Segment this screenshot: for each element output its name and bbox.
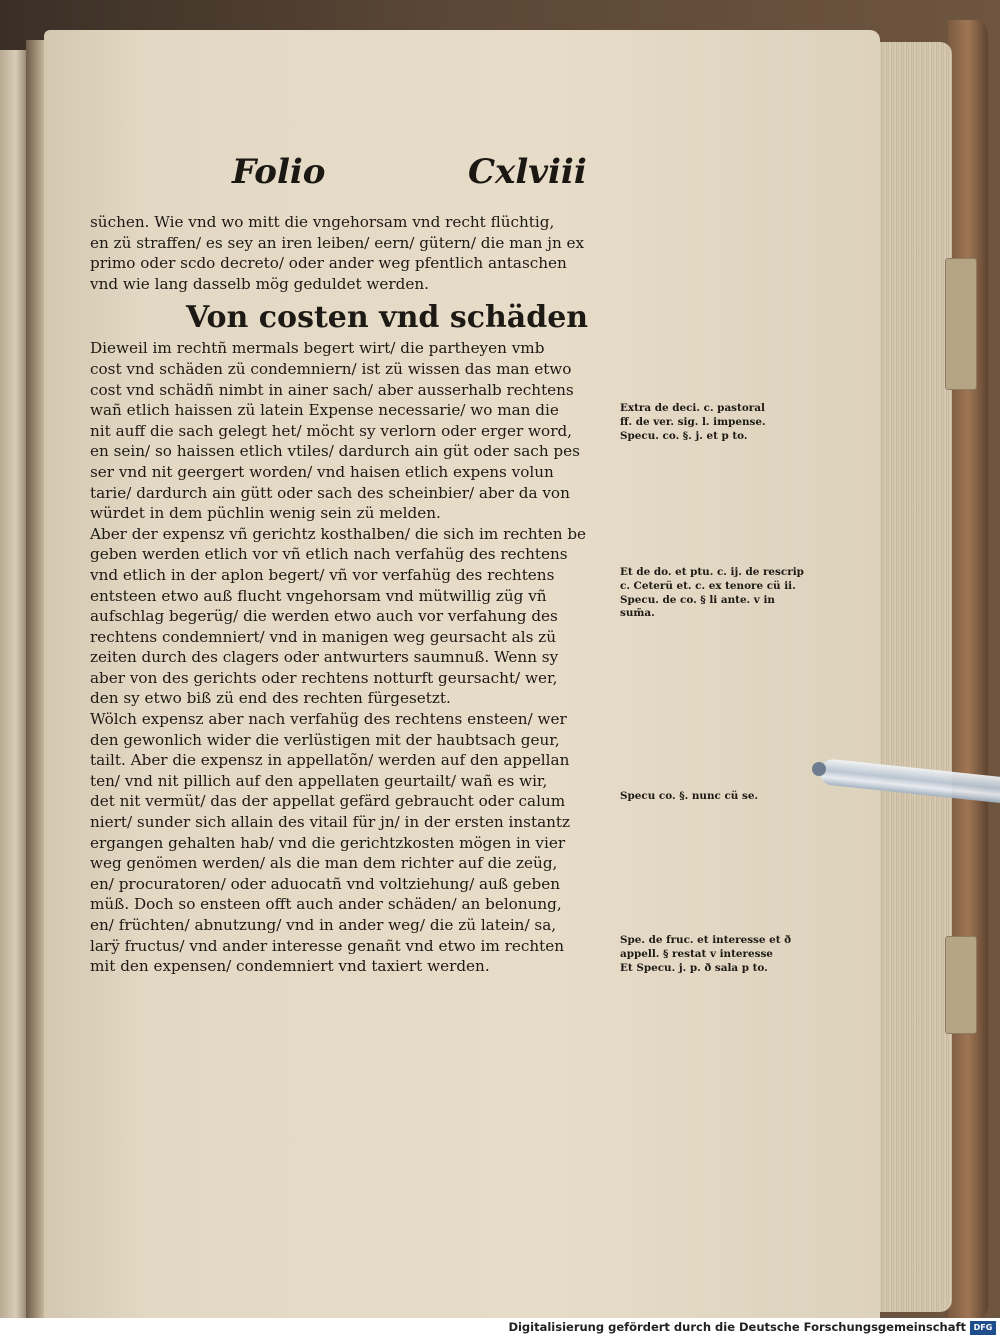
- text-line: geben werden etlich vor vñ etlich nach verfahüg des rechtens: [90, 545, 568, 564]
- page-header: [232, 152, 587, 196]
- margin-note-line: Et Specu. j. p. ð sala p to.: [620, 961, 768, 974]
- text-line: den gewonlich wider die verlüstigen mit der haubtsach geur,: [90, 730, 560, 749]
- margin-note-line: Specu. co. §. j. et p to.: [620, 429, 748, 442]
- text-line: det nit vermüt/ das der appellat gefärd gebraucht oder calum: [90, 792, 566, 811]
- index-tab: [945, 936, 977, 1034]
- margin-note-1: [620, 402, 790, 443]
- text-line: cost vnd schädñ nimbt in ainer sach/ aber ausserhalb rechtens: [90, 380, 574, 399]
- text-line: Wölch expensz aber nach verfahüg des rechtens ensteen/ wer: [90, 710, 567, 729]
- text-line: ser vnd nit geergert worden/ vnd haisen etlich expens volun: [90, 462, 554, 481]
- margin-note-2: [620, 566, 804, 621]
- margin-note-line: Extra de deci. c. pastoral: [620, 402, 765, 414]
- text-line: aber von des gerichts oder rechtens notturft geursacht/ wer,: [90, 668, 558, 687]
- text-line: mit den expensen/ condemniert vnd taxiert werden.: [90, 957, 490, 976]
- margin-note-line: Et de do. et ptu. c. ij. de rescrip: [620, 566, 804, 578]
- section-heading: Von costen vnd schäden: [186, 300, 589, 336]
- text-line: en/ früchten/ abnutzung/ vnd in ander weg/ die zü latein/ sa,: [90, 916, 557, 934]
- text-line: süchen. Wie vnd wo mitt die vngehorsam vnd recht flüchtig,: [90, 213, 555, 231]
- margin-note-line: Specu. de co. § li ante. v in: [620, 593, 775, 606]
- text-line: vnd wie lang dasselb mög geduldet werden.: [90, 274, 429, 293]
- text-line: Dieweil im rechtñ mermals begert wirt/ die partheyen vmb: [90, 339, 545, 358]
- text-line: zeiten durch des clagers oder antwurters saumnuß. Wenn sy: [90, 648, 559, 667]
- text-line: cost vnd schäden zü condemniern/ ist zü wissen das man etwo: [90, 359, 572, 378]
- folio-label: Folio: [232, 152, 326, 192]
- book-cover-edge: [948, 20, 988, 1320]
- funding-credit: Digitalisierung gefördert durch die Deutsche Forschungsgemeinschaft: [508, 1320, 966, 1334]
- text-line: niert/ sunder sich allain des vitail für jn/ in der ersten instantz: [90, 813, 571, 832]
- margin-note-line: sum̃a.: [620, 607, 655, 620]
- digitization-footer: [0, 1318, 1000, 1338]
- index-tab: [945, 258, 977, 390]
- text-line: larÿ fructus/ vnd ander interesse genañt vnd etwo im rechten: [90, 936, 565, 955]
- folio-number: Cxlviii: [468, 152, 587, 192]
- margin-note-line: Spe. de fruc. et interesse et ð: [620, 934, 792, 946]
- text-line: weg genömen werden/ als die man dem richter auf die zeüg,: [90, 854, 558, 873]
- facing-page-edge: [0, 50, 28, 1330]
- text-line: müß. Doch so ensteen offt auch ander schäden/ an belonung,: [90, 895, 562, 914]
- page-edges: [872, 42, 952, 1312]
- text-line: ergangen gehalten hab/ vnd die gerichtzkosten mögen in vier: [90, 833, 566, 852]
- text-line: Aber der expensz vñ gerichtz kosthalben/ die sich im rechten be: [90, 524, 587, 543]
- text-line: ten/ vnd nit pillich auf den appellaten geurtailt/ wañ es wir,: [90, 771, 548, 790]
- margin-note-line: Specu co. §. nunc cü se.: [620, 790, 759, 802]
- pen-tip: [812, 762, 826, 776]
- text-line: en zü straffen/ es sey an iren leiben/ eern/ gütern/ die man jn ex: [90, 233, 585, 252]
- text-line: aufschlag begerüg/ die werden etwo auch vor verfahung des: [90, 607, 558, 626]
- dfg-logo: DFG: [970, 1321, 996, 1335]
- main-text-block: [90, 212, 610, 977]
- margin-note-line: c. Ceterü et. c. ex tenore cü ii.: [620, 579, 796, 592]
- margin-note-4: [620, 934, 790, 975]
- margin-note-3: [620, 790, 790, 804]
- text-line: vnd etlich in der aplon begert/ vñ vor verfahüg des rechtens: [90, 565, 555, 584]
- text-line: wañ etlich haissen zü latein Expense necessarie/ wo man die: [90, 401, 559, 420]
- text-line: entsteen etwo auß flucht vngehorsam vnd mütwillig züg vñ: [90, 586, 547, 605]
- text-line: würdet in dem püchlin wenig sein zü melden.: [90, 504, 441, 523]
- text-line: rechtens condemniert/ vnd in manigen weg geursacht als zü: [90, 627, 556, 646]
- text-line: primo oder scdo decreto/ oder ander weg pfentlich antaschen: [90, 254, 567, 273]
- text-line: en sein/ so haissen etlich vtiles/ dardurch ain güt oder sach pes: [90, 442, 580, 461]
- margin-note-line: ff. de ver. sig. l. impense.: [620, 415, 766, 428]
- text-line: en/ procuratoren/ oder aduocatñ vnd voltziehung/ auß geben: [90, 874, 561, 893]
- text-line: tarie/ dardurch ain gütt oder sach des scheinbier/ aber da von: [90, 483, 570, 502]
- text-line: nit auff die sach gelegt het/ möcht sy verlorn oder erger word,: [90, 421, 573, 440]
- text-line: den sy etwo biß zü end des rechten fürgesetzt.: [90, 689, 451, 708]
- text-line: tailt. Aber die expensz in appellatõn/ werden auf den appellan: [90, 751, 570, 770]
- margin-note-line: appell. § restat v interesse: [620, 947, 773, 960]
